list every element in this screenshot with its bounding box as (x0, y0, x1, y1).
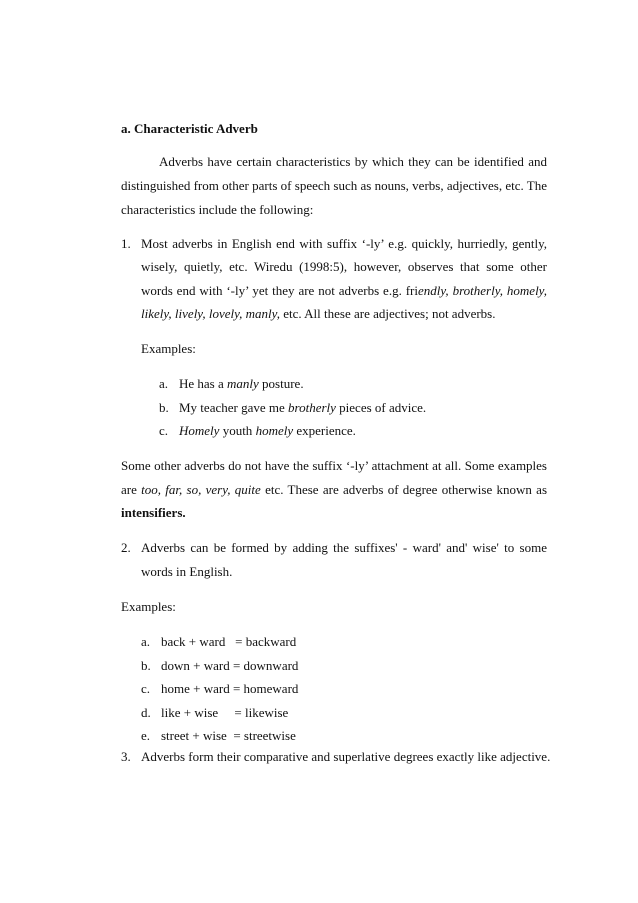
example-1a-label: a. (159, 376, 169, 391)
example-1b (159, 400, 426, 416)
item-3-number: 3. (121, 749, 131, 764)
example-1c-em2: homely (255, 423, 294, 438)
item-1-line-4-italic: likely, lively, lovely, manly, (141, 306, 280, 321)
example-1a (159, 376, 304, 392)
example-2e (141, 728, 296, 744)
section-heading: a. Characteristic Adverb (121, 121, 258, 136)
example-2a-label: a. (141, 634, 151, 649)
example-1c-mid: youth (219, 423, 256, 438)
examples-label-2: Examples: (121, 599, 176, 614)
item-1-line-3 (141, 283, 547, 299)
intro-line-3: characteristics include the following: (121, 202, 314, 217)
item-2-line-2: words in English. (141, 564, 233, 579)
example-2c (141, 681, 298, 697)
item-1-line-2: wisely, quietly, etc. Wiredu (1998:5), however, observes that some other (141, 259, 547, 274)
example-2b (141, 658, 298, 674)
example-2e-text: street + wise = streetwise (161, 728, 296, 743)
para-2-line-2-em: too, far, so, very, quite (141, 482, 261, 497)
item-1-line-3-italic: endly, brotherly, homely, (418, 283, 547, 298)
examples-label-1: Examples: (141, 341, 196, 356)
example-1b-em: brotherly (288, 400, 336, 415)
example-1a-pre: He has a (179, 376, 228, 391)
item-1-line-4 (141, 306, 496, 322)
example-2a (141, 634, 296, 650)
example-2c-label: c. (141, 681, 151, 696)
example-1b-pre: My teacher gave me (179, 400, 289, 415)
item-2-number: 2. (121, 540, 131, 555)
example-2d-text: like + wise = likewise (161, 705, 289, 720)
example-1c-post: experience. (293, 423, 356, 438)
example-2a-text: back + ward = backward (161, 634, 297, 649)
example-2c-text: home + ward = homeward (161, 681, 299, 696)
para-2-line-2 (121, 482, 547, 498)
example-2d-label: d. (141, 705, 151, 720)
item-2-line-1: Adverbs can be formed by adding the suffixes' - ward' and' wise' to some (141, 540, 547, 555)
example-2d (141, 705, 288, 721)
para-2-line-2-post: etc. These are adverbs of degree otherwise known as (260, 482, 548, 497)
intro-line-2: distinguished from other parts of speech such as nouns, verbs, adjectives, etc. The (121, 178, 547, 193)
example-1b-label: b. (159, 400, 169, 415)
item-3-line-1: Adverbs form their comparative and superlative degrees exactly like adjective. (141, 749, 551, 764)
example-2e-label: e. (141, 728, 151, 743)
item-1-line-1: Most adverbs in English end with suffix ‘-ly’ e.g. quickly, hurriedly, gently, (141, 236, 547, 251)
example-1a-em: manly (227, 376, 259, 391)
item-1-line-3-text: words end with ‘-ly’ yet they are not adverbs e.g. fri (141, 283, 418, 298)
para-2-line-1: Some other adverbs do not have the suffix ‘-ly’ attachment at all. Some examples (121, 458, 547, 473)
example-1c-label: c. (159, 423, 169, 438)
item-1-number: 1. (121, 236, 131, 251)
example-1b-post: pieces of advice. (335, 400, 427, 415)
example-2b-label: b. (141, 658, 151, 673)
item-1-line-4-text: etc. All these are adjectives; not adverbs. (279, 306, 496, 321)
para-2-line-2-pre: are (121, 482, 142, 497)
example-1c-em1: Homely (179, 423, 220, 438)
para-2-line-3: intensifiers. (121, 505, 186, 520)
example-2b-text: down + ward = downward (161, 658, 299, 673)
example-1a-post: posture. (258, 376, 304, 391)
intro-line-1: Adverbs have certain characteristics by which they can be identified and (159, 154, 547, 169)
example-1c (159, 423, 356, 439)
